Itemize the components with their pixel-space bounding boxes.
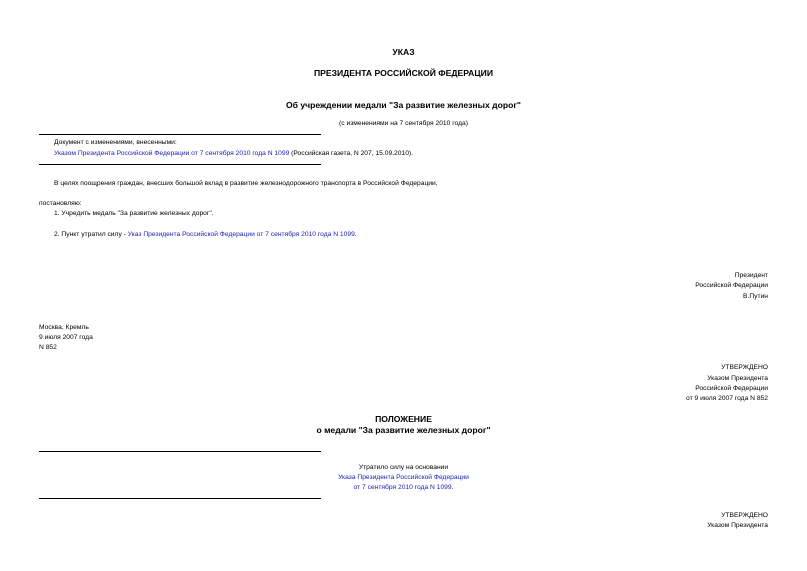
decree-number: N 852 (39, 344, 57, 351)
place: Москва, Кремль (39, 324, 89, 331)
divider-bottom (39, 164, 321, 165)
amendments-note: (с изменениями на 7 сентября 2010 года) (339, 120, 468, 127)
date: 9 июля 2007 года (39, 334, 93, 341)
signature-line-2: Российской Федерации (695, 282, 768, 289)
lost-force-link-2[interactable]: от 7 сентября 2010 года N 1099 (353, 484, 452, 491)
changes-line (54, 150, 413, 157)
item-2-link[interactable]: Указ Президента Российской Федерации от 7 сентября 2010 года N 1099 (127, 231, 355, 238)
approved-2-line-1: УТВЕРЖДЕНО (721, 512, 768, 519)
decree-title: Об учреждении медали "За развитие железных дорог" (285, 100, 521, 110)
regulation-subtitle: о медали "За развитие железных дорог" (316, 425, 491, 435)
item-2-suffix: . (354, 231, 357, 238)
changes-label: Документ с изменениями, внесенными: (54, 139, 177, 146)
item-1: 1. Учредить медаль "За развитие железных дорог". (54, 210, 214, 217)
regulation-title: ПОЛОЖЕНИЕ (375, 414, 432, 424)
signature-line-1: Президент (734, 272, 768, 279)
decree-issuer: ПРЕЗИДЕНТА РОССИЙСКОЙ ФЕДЕРАЦИИ (313, 68, 494, 78)
lost-force-link-1-line (0, 474, 807, 481)
lost-force-link-2-suffix: . (451, 484, 454, 491)
item-2 (54, 231, 357, 238)
approved-line-1: УТВЕРЖДЕНО (721, 364, 768, 371)
approved-2-line-2: Указом Президента (707, 522, 768, 529)
lost-force-link-1[interactable]: Указа Президента Российской Федерации (338, 474, 469, 481)
approved-line-3: Российской Федерации (695, 385, 768, 392)
changes-link[interactable]: Указом Президента Российской Федерации от 7 сентября 2010 года N 1099 (54, 150, 290, 157)
divider-regulation-top (39, 451, 321, 452)
decree-heading: УКАЗ (392, 47, 415, 57)
approved-line-2: Указом Президента (707, 375, 768, 382)
item-2-prefix: 2. Пункт утратил силу - (54, 231, 128, 238)
lost-force-note: Утратило силу на основании (358, 464, 449, 471)
preamble: В целях поощрения граждан, внесших большой вклад в развитие железнодорожного транспорта в Российской Федерации, (54, 180, 438, 187)
lost-force-link-2-line (0, 484, 807, 491)
divider-top (39, 134, 321, 135)
decree-word: постановляю: (39, 200, 82, 207)
divider-regulation-bottom (39, 498, 321, 499)
approved-line-4: от 9 июля 2007 года N 852 (686, 395, 768, 402)
changes-suffix: (Российская газета, N 207, 15.09.2010). (289, 150, 414, 157)
signature-name: В.Путин (743, 293, 768, 300)
